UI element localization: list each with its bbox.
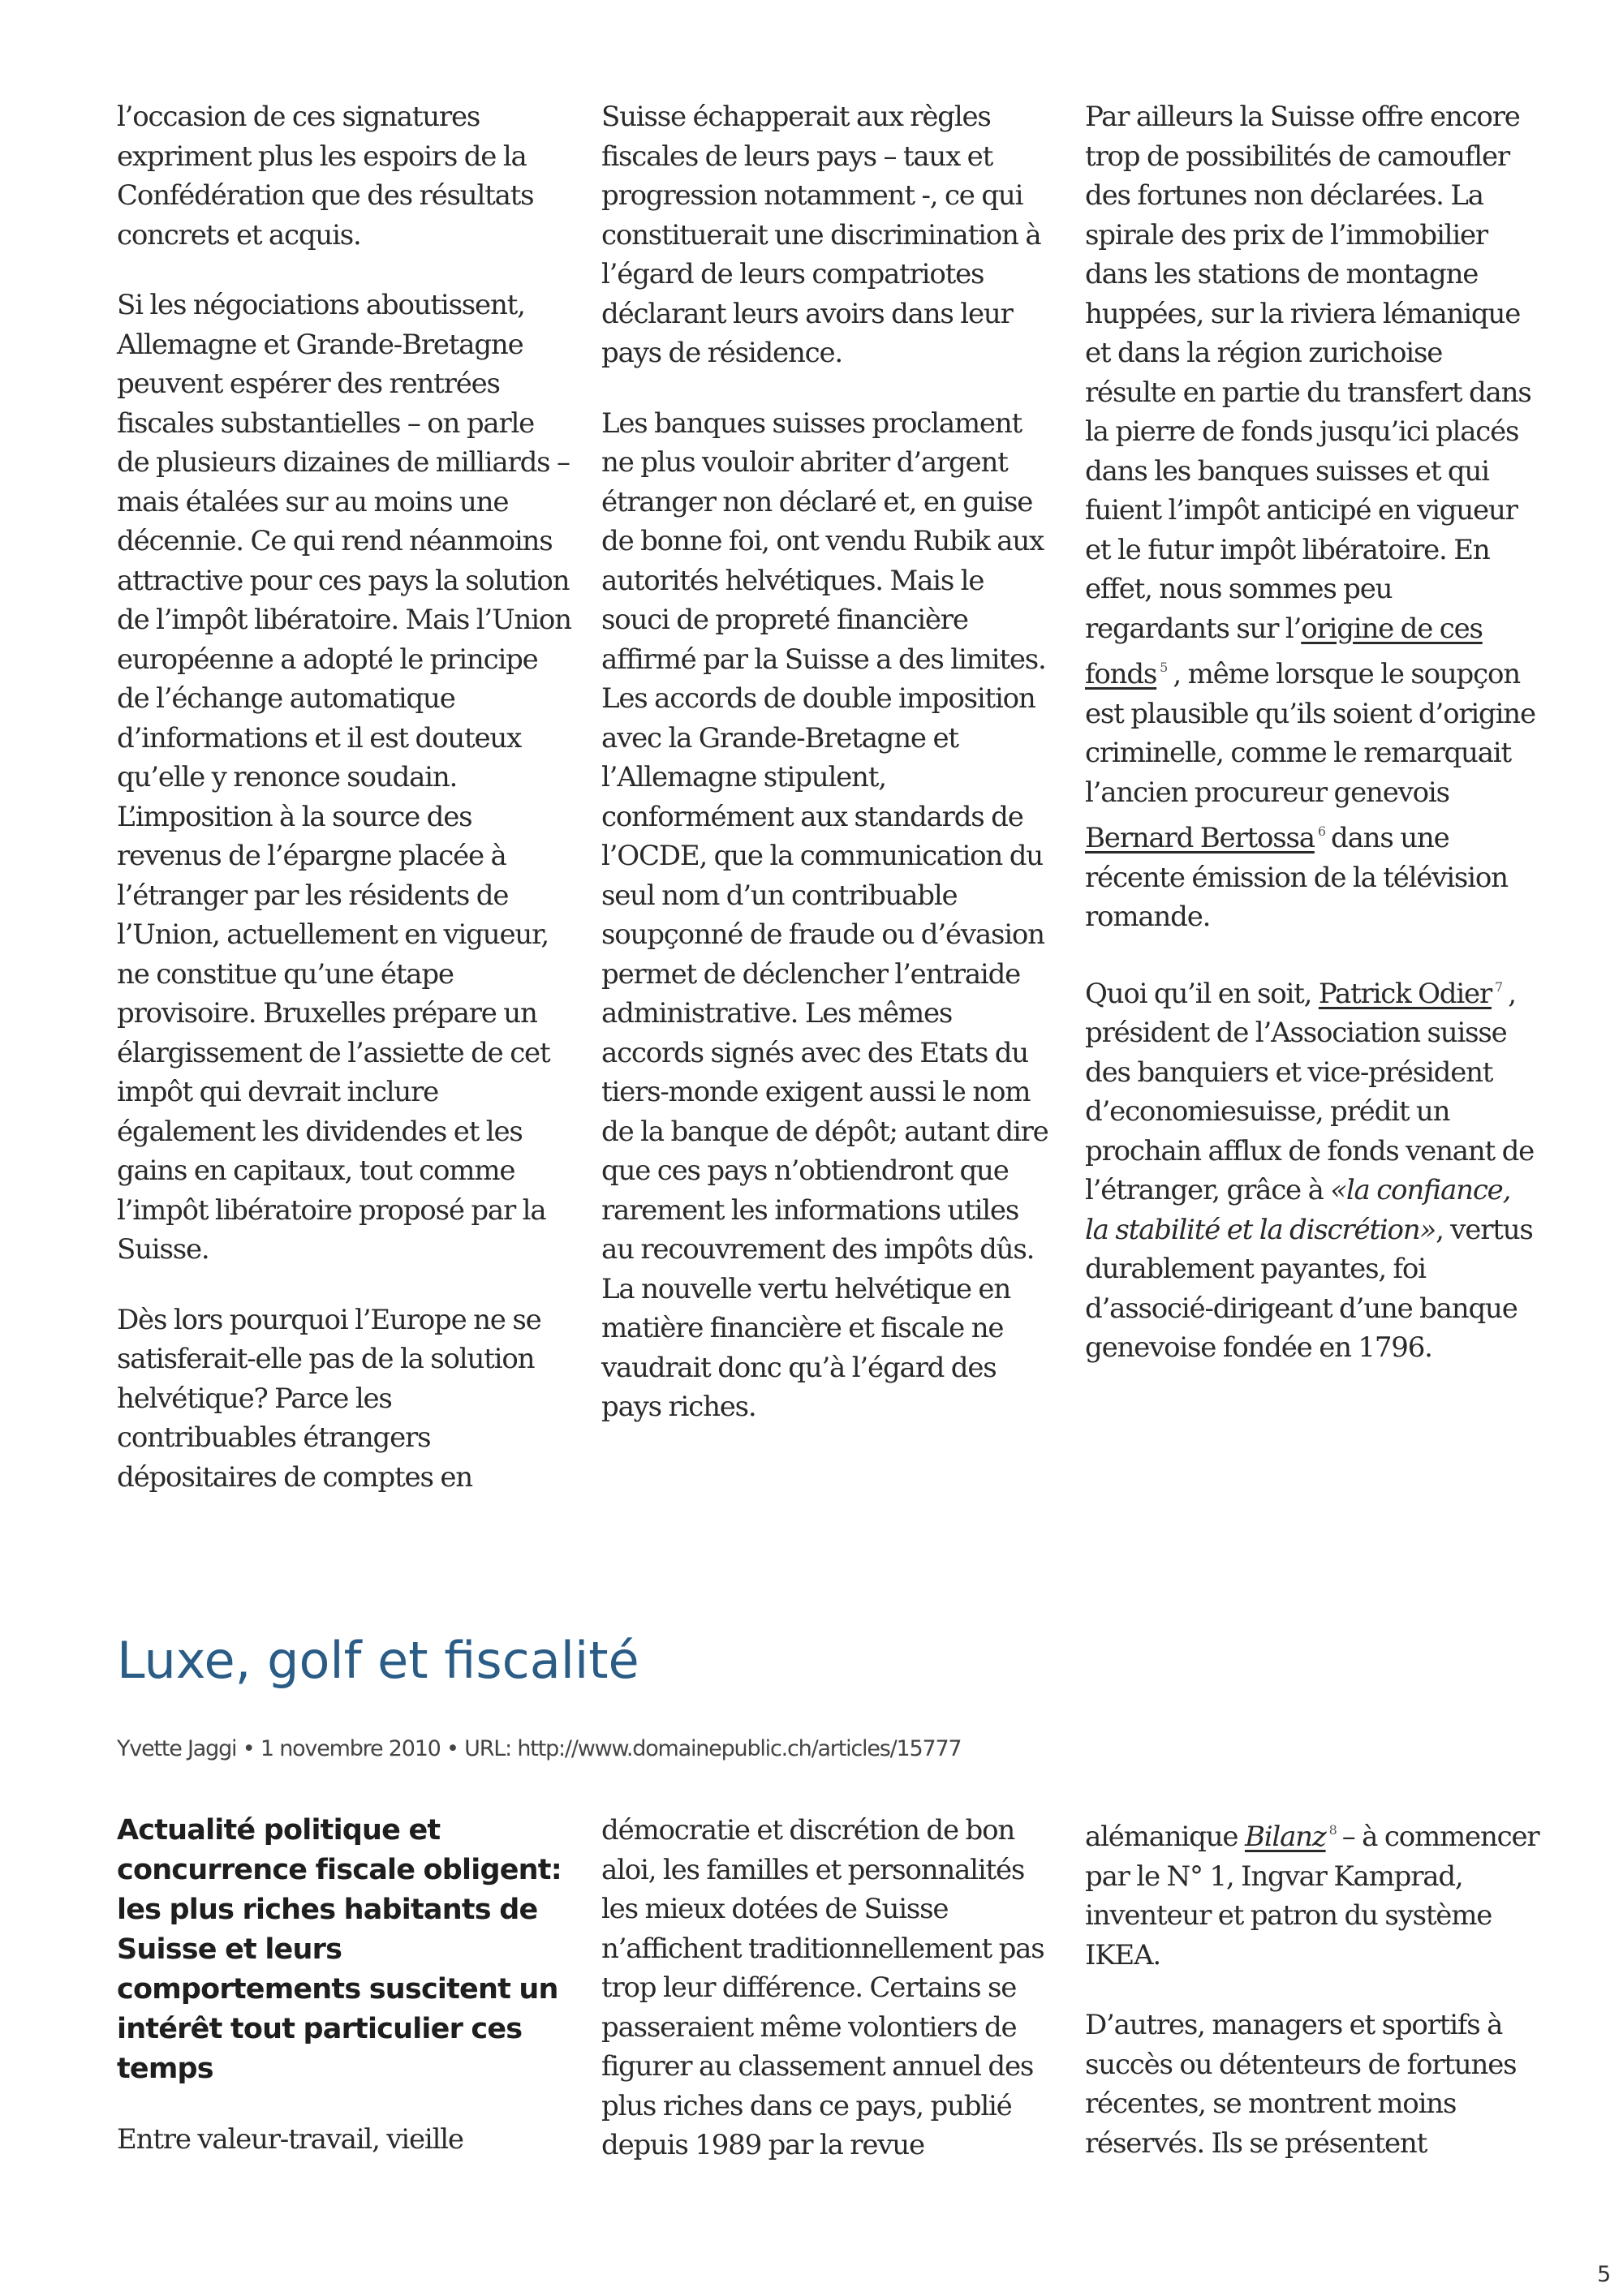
footnote-marker: 7 — [1495, 978, 1504, 995]
link-patrick-odier[interactable]: Patrick Odier — [1318, 977, 1492, 1010]
page-number: 5 — [1597, 2262, 1612, 2287]
text-run: dans une récente émission de la télévision romande. — [1085, 822, 1508, 933]
paragraph: Suisse échapperait aux règles fiscales de leurs pays – taux et progression notamment -, ce qui constituerait une discrimination à l’égard de leurs compatriotes déclarant leurs avoirs dans leur pays de résidence. — [601, 101, 1041, 369]
paragraph: Entre valeur-travail, vieille — [117, 2123, 463, 2156]
paragraph: Dès lors pourquoi l’Europe ne se satisferait-elle pas de la solution helvétique? Parce les contribuables étrangers dépositaires de comptes en — [117, 1303, 541, 1494]
paragraph: l’occasion de ces signatures expriment plus les espoirs de la Confédération que des résultats concrets et acquis. — [117, 101, 534, 252]
article-byline: Yvette Jaggi • 1 novembre 2010 • URL: http://www.domainepublic.ch/articles/15777 — [117, 1736, 962, 1761]
footnote-marker: 8 — [1328, 1822, 1337, 1838]
article2-column-1 — [117, 1811, 571, 2160]
footnote-marker: 6 — [1317, 823, 1326, 839]
paragraph — [1085, 968, 1539, 1368]
text-run: , président de l’Association suisse des banquiers et vice-président d’economiesuisse, prédit un prochain afflux de fonds venant de l’étranger, grâce à — [1085, 977, 1535, 1206]
article2-column-2 — [601, 1811, 1056, 2165]
text-run: , même lorsque le soupçon est plausible qu’ils soient d’origine criminelle, comme le remarquait l’ancien procureur genevois — [1085, 658, 1535, 809]
text-run: alémanique — [1085, 1821, 1245, 1853]
quote: «la confiance, la stabilité et la discrétion» — [1085, 1174, 1511, 1246]
link-bernard-bertossa[interactable]: Bernard Bertossa — [1085, 822, 1315, 854]
paragraph: démocratie et discrétion de bon aloi, les familles et personnalités les mieux dotées de Suisse n’affichent traditionnellement pas trop leur différence. Certains se passeraient même volontiers de figurer au classement annuel des plus riches dans ce pays, publié depuis 1989 par la revue — [601, 1814, 1044, 2161]
article1-column-1 — [117, 97, 571, 1497]
text-run: – à commencer par le N° 1, Ingvar Kamprad, inventeur et patron du système IKEA. — [1085, 1821, 1539, 1971]
article2-column-3 — [1085, 1811, 1539, 2163]
article1-column-3 — [1085, 97, 1539, 1368]
text-run: , vertus durablement payantes, foi d’associé-dirigeant d’une banque genevoise fondée en 1796. — [1085, 1213, 1533, 1364]
article1-column-2 — [601, 97, 1056, 1427]
paragraph — [1085, 1811, 1539, 1975]
article-lead: Actualité politique et concurrence fiscale obligent: les plus riches habitants de Suisse et leurs comportements suscitent un intérêt tout particulier ces temps — [117, 1814, 562, 2085]
paragraph: Si les négociations aboutissent, Allemagne et Grande-Bretagne peuvent espérer des rentrées fiscales substantielles – on parle de plusieurs dizaines de milliards – mais étalées sur au moins une décennie. Ce qui rend néanmoins attractive pour ces pays la solution de l’impôt libératoire. Mais l’Union européenne a adopté le principe de l’échange automatique d’informations et il est douteux qu’elle y renonce soudain. L’imposition à la source des revenus de l’épargne placée à l’étranger par les résidents de l’Union, actuellement en vigueur, ne constitue qu’une étape provisoire. Bruxelles prépare un élargissement de l’assiette de cet impôt qui devrait inclure également les dividendes et les gains en capitaux, tout comme l’impôt libératoire proposé par la Suisse. — [117, 289, 571, 1266]
article-title: Luxe, golf et fiscalité — [117, 1631, 639, 1690]
text-run: Quoi qu’il en soit, — [1085, 977, 1319, 1010]
paragraph: D’autres, managers et sportifs à succès ou détenteurs de fortunes récentes, se montrent moins réservés. Ils se présentent — [1085, 2009, 1517, 2160]
link-bilanz[interactable]: Bilanz — [1244, 1821, 1326, 1853]
paragraph — [1085, 97, 1539, 937]
paragraph: Les banques suisses proclament ne plus vouloir abriter d’argent étranger non déclaré et, en guise de bonne foi, ont vendu Rubik aux autorités helvétiques. Mais le souci de propreté financière affirmé par la Suisse a des limites. Les accords de double imposition avec la Grande-Bretagne et l’Allemagne stipulent, conformément aux standards de l’OCDE, que la communication du seul nom d’un contribuable soupçonné de fraude ou d’évasion permet de déclencher l’entraide administrative. Les mêmes accords signés avec des Etats du tiers-monde exigent aussi le nom de la banque de dépôt; autant dire que ces pays n’obtiendront que rarement les informations utiles au recouvrement des impôts dûs. La nouvelle vertu helvétique en matière financière et fiscale ne vaudrait donc qu’à l’égard des pays riches. — [601, 406, 1048, 1423]
text-run: Par ailleurs la Suisse offre encore trop de possibilités de camoufler des fortunes non déclarées. La spirale des prix de l’immobilier dans les stations de montagne huppées, sur la riviera lémanique et dans la région zurichoise résulte en partie du transfert dans la pierre de fonds jusqu’ici placés dans les banques suisses et qui fuient l’impôt anticipé en vigueur et le futur impôt libératoire. En effet, nous sommes peu regardants sur l’ — [1085, 101, 1531, 645]
link-origine-de-ces-fonds[interactable]: origine de ces fonds — [1085, 612, 1483, 690]
footnote-marker: 5 — [1160, 660, 1169, 675]
